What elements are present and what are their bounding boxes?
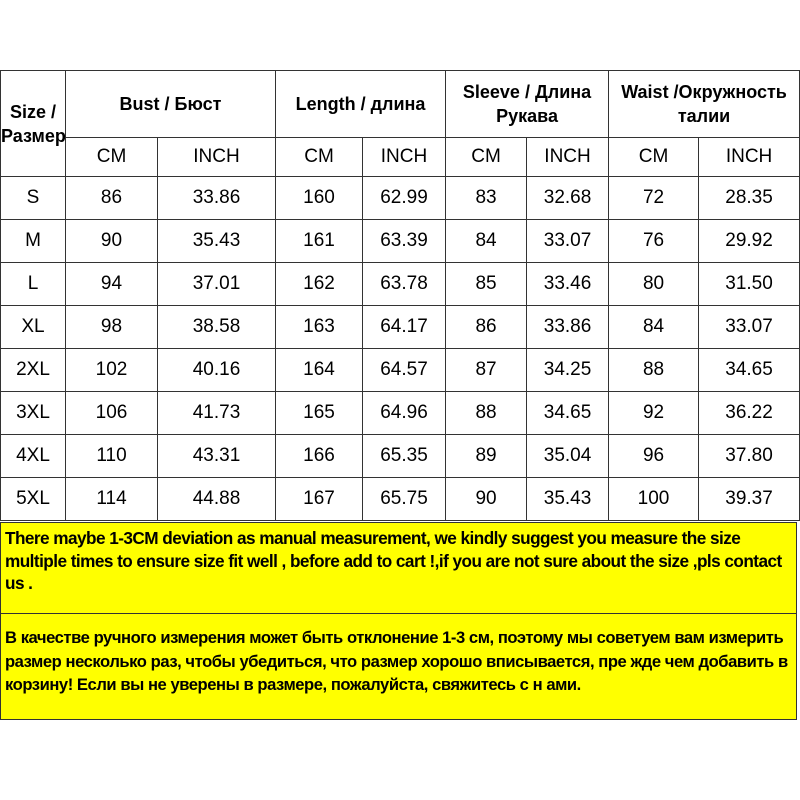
unit-inch: INCH	[527, 138, 609, 177]
length-header: Length / длина	[276, 71, 446, 138]
sleeve-inch-cell: 33.07	[527, 220, 609, 263]
deviation-note-english: There maybe 1-3CM deviation as manual measurement, we kindly suggest you measure the size multiple times to ensure size fit well , before add to cart !,if you are not sure about the size ,pls contact us .	[0, 522, 797, 614]
bust-inch-cell: 41.73	[158, 392, 276, 435]
size-header: Size / Размер	[1, 71, 66, 177]
sleeve-cm-cell: 90	[446, 478, 527, 521]
length-inch-cell: 62.99	[363, 177, 446, 220]
length-cm-cell: 162	[276, 263, 363, 306]
size-cell: M	[1, 220, 66, 263]
sleeve-inch-cell: 34.65	[527, 392, 609, 435]
sleeve-header: Sleeve / Длина Рукава	[446, 71, 609, 138]
waist-inch-cell: 31.50	[699, 263, 800, 306]
size-cell: 2XL	[1, 349, 66, 392]
waist-cm-cell: 76	[609, 220, 699, 263]
waist-inch-cell: 36.22	[699, 392, 800, 435]
waist-cm-cell: 88	[609, 349, 699, 392]
length-cm-cell: 160	[276, 177, 363, 220]
unit-inch: INCH	[363, 138, 446, 177]
bust-inch-cell: 44.88	[158, 478, 276, 521]
unit-cm: CM	[66, 138, 158, 177]
waist-header: Waist /Окружность талии	[609, 71, 800, 138]
length-inch-cell: 63.39	[363, 220, 446, 263]
bust-cm-cell: 94	[66, 263, 158, 306]
bust-inch-cell: 33.86	[158, 177, 276, 220]
sleeve-cm-cell: 88	[446, 392, 527, 435]
waist-cm-cell: 84	[609, 306, 699, 349]
table-row	[1, 220, 800, 263]
length-cm-cell: 161	[276, 220, 363, 263]
size-chart	[0, 70, 799, 521]
length-inch-cell: 65.75	[363, 478, 446, 521]
length-inch-cell: 64.57	[363, 349, 446, 392]
table-row	[1, 177, 800, 220]
waist-inch-cell: 39.37	[699, 478, 800, 521]
bust-inch-cell: 35.43	[158, 220, 276, 263]
size-cell: 5XL	[1, 478, 66, 521]
header-row	[1, 71, 800, 138]
waist-inch-cell: 29.92	[699, 220, 800, 263]
unit-row	[1, 138, 800, 177]
waist-cm-cell: 72	[609, 177, 699, 220]
length-inch-cell: 63.78	[363, 263, 446, 306]
bust-inch-cell: 37.01	[158, 263, 276, 306]
waist-cm-cell: 100	[609, 478, 699, 521]
bust-cm-cell: 102	[66, 349, 158, 392]
sleeve-inch-cell: 33.46	[527, 263, 609, 306]
unit-inch: INCH	[158, 138, 276, 177]
bust-inch-cell: 43.31	[158, 435, 276, 478]
size-cell: XL	[1, 306, 66, 349]
bust-inch-cell: 38.58	[158, 306, 276, 349]
sleeve-cm-cell: 84	[446, 220, 527, 263]
bust-header: Bust / Бюст	[66, 71, 276, 138]
unit-cm: CM	[609, 138, 699, 177]
table-row	[1, 478, 800, 521]
length-inch-cell: 65.35	[363, 435, 446, 478]
bust-cm-cell: 106	[66, 392, 158, 435]
sleeve-inch-cell: 32.68	[527, 177, 609, 220]
sleeve-inch-cell: 34.25	[527, 349, 609, 392]
waist-inch-cell: 33.07	[699, 306, 800, 349]
sleeve-cm-cell: 89	[446, 435, 527, 478]
bust-inch-cell: 40.16	[158, 349, 276, 392]
size-cell: 4XL	[1, 435, 66, 478]
length-inch-cell: 64.17	[363, 306, 446, 349]
table-row	[1, 392, 800, 435]
length-cm-cell: 167	[276, 478, 363, 521]
bust-cm-cell: 98	[66, 306, 158, 349]
table-row	[1, 263, 800, 306]
waist-inch-cell: 34.65	[699, 349, 800, 392]
size-table	[0, 70, 800, 521]
length-inch-cell: 64.96	[363, 392, 446, 435]
sleeve-cm-cell: 83	[446, 177, 527, 220]
waist-inch-cell: 37.80	[699, 435, 800, 478]
table-row	[1, 349, 800, 392]
waist-cm-cell: 80	[609, 263, 699, 306]
size-cell: 3XL	[1, 392, 66, 435]
sleeve-inch-cell: 35.43	[527, 478, 609, 521]
length-cm-cell: 165	[276, 392, 363, 435]
table-row	[1, 306, 800, 349]
bust-cm-cell: 90	[66, 220, 158, 263]
length-cm-cell: 164	[276, 349, 363, 392]
bust-cm-cell: 110	[66, 435, 158, 478]
bust-cm-cell: 86	[66, 177, 158, 220]
sleeve-inch-cell: 33.86	[527, 306, 609, 349]
sleeve-cm-cell: 86	[446, 306, 527, 349]
sleeve-inch-cell: 35.04	[527, 435, 609, 478]
size-cell: S	[1, 177, 66, 220]
waist-cm-cell: 92	[609, 392, 699, 435]
unit-inch: INCH	[699, 138, 800, 177]
waist-inch-cell: 28.35	[699, 177, 800, 220]
unit-cm: CM	[446, 138, 527, 177]
waist-cm-cell: 96	[609, 435, 699, 478]
bust-cm-cell: 114	[66, 478, 158, 521]
sleeve-cm-cell: 87	[446, 349, 527, 392]
unit-cm: CM	[276, 138, 363, 177]
length-cm-cell: 163	[276, 306, 363, 349]
sleeve-cm-cell: 85	[446, 263, 527, 306]
size-cell: L	[1, 263, 66, 306]
table-row	[1, 435, 800, 478]
length-cm-cell: 166	[276, 435, 363, 478]
deviation-note-russian: В качестве ручного измерения может быть отклонение 1-3 см, поэтому мы советуем вам измерить размер несколько раз, чтобы убедиться, что размер хорошо вписывается, пре жде чем добавить в корзину! Если вы не уверены в размере, пожалуйста, свяжитесь с н ами.	[0, 613, 797, 720]
